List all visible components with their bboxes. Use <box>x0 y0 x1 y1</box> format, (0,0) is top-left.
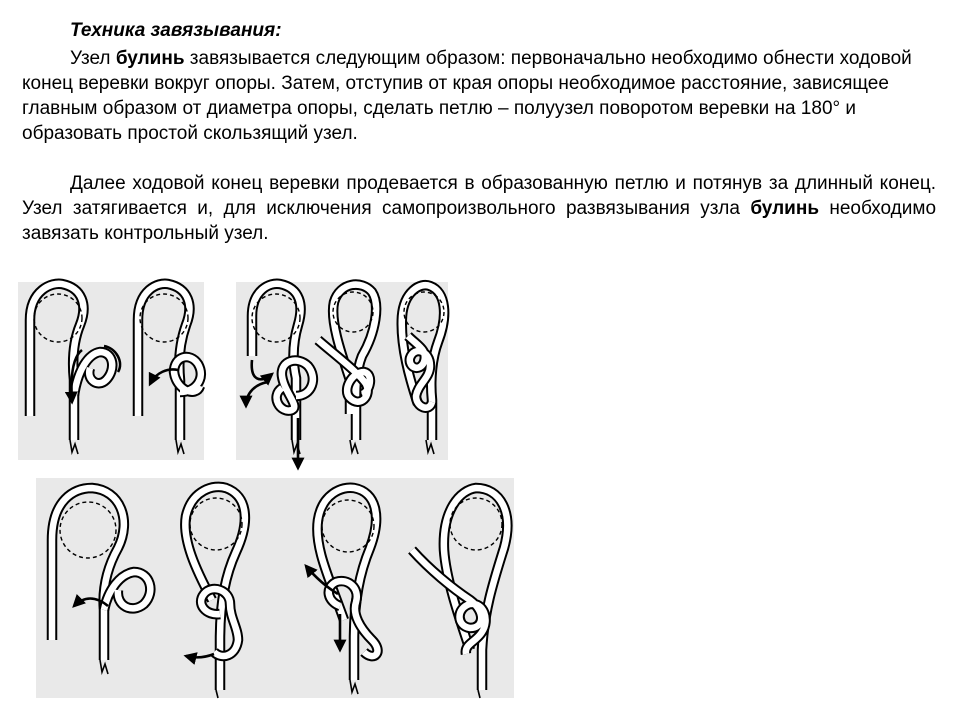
paragraph-2-bold-knot-name: булинь <box>750 198 820 219</box>
paragraph-1-rest: завязывается следующим образом: первоначально необходимо обнести ходовой конец веревки вокруг опоры. Затем, отступив от края опоры необходимое расстояние, зависящее главным образом от диаметра опоры, сделать петлю – полуузел поворотом веревки на 180° и образовать простой скользящий узел. <box>22 48 912 144</box>
section-heading: Техника завязывания: <box>70 20 282 41</box>
paragraph-2-start: Далее ходовой конец веревки продевается в образованную петлю и потянув за длинный конец. Узел затягивается и, для исключения самопроизвольного развязывания узла <box>22 173 936 219</box>
paragraph-2-rest: необходимо завязать контрольный узел. <box>22 198 937 244</box>
paragraph-1-bold-knot-name: булинь <box>115 48 185 69</box>
paragraph-1-start: Узел <box>70 48 116 69</box>
